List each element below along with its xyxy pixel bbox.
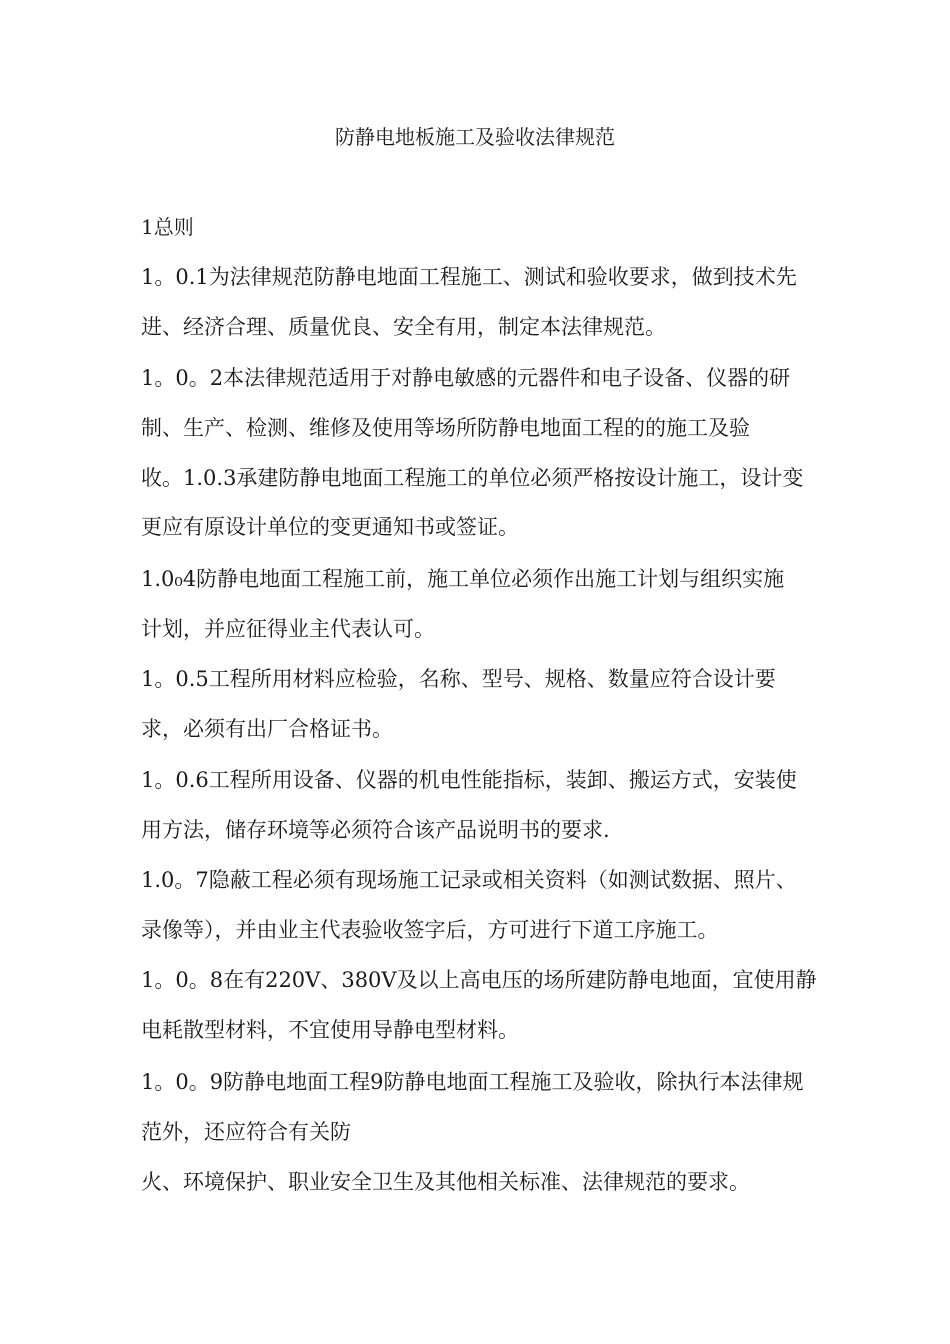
section-heading: 1总则 [141,215,194,239]
paragraph-line: 电耗散型材料，不宜使用导静电型材料。 [141,1018,519,1042]
paragraph-line: 1。0.6工程所用设备、仪器的机电性能指标，装卸、搬运方式，安装使 [141,768,797,792]
paragraph-line: 1.0₀4防静电地面工程施工前，施工单位必须作出施工计划与组织实施 [141,567,785,591]
paragraph-line: 1。0。8在有220V、380V及以上高电压的场所建防静电地面，宜使用静 [141,968,817,992]
paragraph-line: 用方法，储存环境等必须符合该产品说明书的要求. [141,818,610,842]
paragraph-line: 计划，并应征得业主代表认可。 [141,617,435,641]
paragraph-line: 收。1.0.3承建防静电地面工程施工的单位必须严格按设计施工，设计变 [141,466,804,490]
paragraph-line: 求，必须有出厂合格证书。 [141,717,393,741]
document-title: 防静电地板施工及验收法律规范 [335,125,615,149]
paragraph-line: 1。0.5工程所用材料应检验，名称、型号、规格、数量应符合设计要 [141,667,776,691]
paragraph-line: 录像等），并由业主代表验收签字后，方可进行下道工序施工。 [141,918,719,942]
paragraph-line: 范外，还应符合有关防 [141,1120,351,1144]
paragraph-line: 火、环境保护、职业安全卫生及其他相关标准、法律规范的要求。 [141,1170,750,1194]
paragraph-line: 1。0。2本法律规范适用于对静电敏感的元器件和电子设备、仪器的研 [141,366,791,390]
paragraph-line: 进、经济合理、质量优良、安全有用，制定本法律规范。 [141,315,666,339]
paragraph-line: 制、生产、检测、维修及使用等场所防静电地面工程的的施工及验 [141,416,750,440]
paragraph-line: 1。0.1为法律规范防静电地面工程施工、测试和验收要求，做到技术先 [141,265,797,289]
paragraph-line: 1.0。7隐蔽工程必须有现场施工记录或相关资料（如测试数据、照片、 [141,868,797,892]
paragraph-line: 1。0。9防静电地面工程9防静电地面工程施工及验收，除执行本法律规 [141,1070,804,1094]
paragraph-line: 更应有原设计单位的变更通知书或签证。 [141,515,519,539]
